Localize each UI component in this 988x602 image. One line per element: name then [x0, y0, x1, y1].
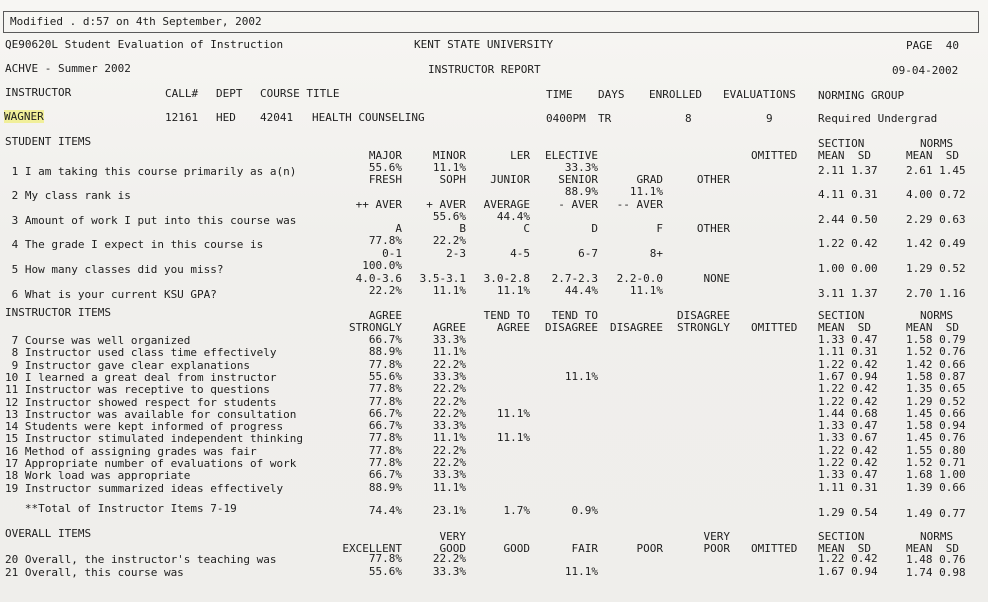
- question-text: 8 Instructor used class time effectively: [5, 346, 277, 360]
- scale-label: DISAGREE: [677, 309, 730, 322]
- response-percent: 66.7%: [368, 406, 402, 420]
- response-percent: 88.9%: [368, 480, 402, 494]
- norms-mean-sd: 1.52 0.71: [906, 456, 966, 469]
- norms-mean-sd: 1.35 0.65: [906, 382, 966, 396]
- overall-norms-mean-sd: MEAN SD: [906, 542, 959, 555]
- question-text: 12 Instructor showed respect for students: [5, 395, 277, 409]
- response-option-label: OTHER: [696, 222, 730, 235]
- response-percent: 77.8%: [368, 382, 402, 396]
- response-percent: 33.3%: [432, 333, 466, 346]
- question-text: 17 Appropriate number of evaluations of work: [5, 457, 297, 470]
- response-percent: 11.1%: [629, 185, 663, 198]
- col-norming-group: NORMING GROUP: [818, 89, 905, 102]
- response-option-label: ELECTIVE: [545, 149, 598, 162]
- question-text: 6 What is your current KSU GPA?: [5, 288, 217, 301]
- norms-mean-sd: 1.29 0.52: [906, 262, 966, 275]
- time: 0400PM: [546, 112, 586, 125]
- scale-label: TEND TO: [551, 309, 598, 322]
- response-percent: 11.1%: [629, 284, 663, 297]
- instructor-section-mean-sd: MEAN SD: [818, 321, 871, 334]
- question-text: 7 Course was well organized: [5, 334, 191, 347]
- modified-line: Modified . d:57 on 4th September, 2002: [10, 15, 262, 28]
- response-option-label: D: [591, 222, 598, 235]
- total-percent: 0.9%: [571, 504, 598, 517]
- response-option-label: 3.5-3.1: [419, 272, 466, 285]
- response-option-label: AVERAGE: [483, 198, 530, 211]
- dept: HED: [216, 111, 236, 124]
- instructor-norms-label: NORMS: [920, 309, 954, 322]
- response-option-label: SOPH: [439, 173, 466, 186]
- norms-mean-sd: 1.42 0.49: [906, 237, 966, 250]
- norms-mean-sd: 1.42 0.66: [906, 357, 966, 371]
- scale-label: AGREE: [368, 309, 402, 322]
- response-percent: 11.1%: [432, 345, 466, 359]
- response-percent: 77.8%: [368, 431, 402, 445]
- response-option-label: - AVER: [558, 198, 598, 211]
- student-section-label: SECTION: [818, 137, 865, 150]
- response-percent: 22.2%: [432, 357, 466, 371]
- section-mean-sd: 2.11 1.37: [818, 164, 878, 177]
- scale-label: GOOD: [439, 542, 466, 555]
- norms-mean-sd: 1.58 0.87: [906, 369, 966, 383]
- response-option-label: MINOR: [432, 149, 466, 162]
- response-option-label: FRESH: [368, 173, 402, 186]
- response-option-label: ++ AVER: [355, 198, 402, 211]
- scale-label: FAIR: [571, 542, 598, 555]
- instructor-items-heading: INSTRUCTOR ITEMS: [5, 306, 111, 319]
- norms-mean-sd: 1.48 0.76: [906, 553, 966, 566]
- norms-mean-sd: 1.45 0.76: [906, 431, 966, 445]
- response-option-label: 3.0-2.8: [483, 272, 530, 285]
- response-percent: 77.8%: [368, 456, 402, 469]
- question-text: 14 Students were kept informed of progress: [5, 420, 284, 434]
- col-enrolled: ENROLLED: [649, 88, 702, 101]
- question-text: 3 Amount of work I put into this course was: [5, 214, 297, 227]
- response-percent: 33.3%: [432, 468, 466, 482]
- section-mean-sd: 1.67 0.94: [818, 564, 878, 578]
- student-omitted-label: OMITTED: [751, 149, 798, 162]
- norms-mean-sd: 4.00 0.72: [906, 188, 966, 201]
- response-percent: 55.6%: [368, 369, 402, 383]
- question-text: 4 The grade I expect in this course is: [5, 238, 264, 251]
- section-mean-sd: 1.22 0.42: [818, 456, 878, 469]
- response-percent: 88.9%: [368, 345, 402, 359]
- response-percent: 66.7%: [368, 419, 402, 433]
- instructor-norms-mean-sd: MEAN SD: [906, 321, 959, 334]
- response-percent: 55.6%: [368, 161, 402, 174]
- scale-label: STRONGLY: [349, 321, 402, 334]
- response-option-label: F: [656, 222, 663, 235]
- response-percent: 44.4%: [496, 210, 530, 223]
- question-text: 15 Instructor stimulated independent thinking: [5, 432, 304, 446]
- response-percent: 22.2%: [432, 443, 466, 457]
- question-text: 10 I learned a great deal from instructor: [5, 370, 277, 384]
- col-days: DAYS: [598, 88, 625, 101]
- response-percent: 22.2%: [432, 394, 466, 408]
- student-norms-mean-sd: MEAN SD: [906, 149, 959, 162]
- overall-omitted-label: OMITTED: [751, 542, 798, 555]
- norms-mean-sd: 1.68 1.00: [906, 468, 966, 482]
- total-percent: 74.4%: [368, 504, 402, 517]
- response-percent: 22.2%: [432, 234, 466, 247]
- question-text: 2 My class rank is: [5, 189, 131, 202]
- overall-items-heading: OVERALL ITEMS: [5, 527, 92, 540]
- section-mean-sd: 1.11 0.31: [818, 480, 878, 494]
- response-percent: 22.2%: [432, 552, 466, 565]
- response-option-label: B: [459, 222, 466, 235]
- norms-mean-sd: 1.58 0.79: [906, 333, 966, 346]
- scale-label: GOOD: [503, 542, 530, 555]
- norms-mean-sd: 1.74 0.98: [906, 565, 966, 579]
- question-text: 11 Instructor was receptive to questions: [5, 383, 270, 397]
- scale-label: EXCELLENT: [342, 542, 402, 555]
- response-percent: 22.2%: [432, 456, 466, 469]
- scale-label: TEND TO: [483, 309, 530, 322]
- section-mean-sd: 1.33 0.67: [818, 431, 878, 445]
- response-percent: 77.8%: [368, 234, 402, 247]
- report-code: QE90620L Student Evaluation of Instruction: [5, 38, 284, 51]
- days: TR: [598, 112, 612, 125]
- total-percent: 1.7%: [503, 504, 530, 517]
- response-option-label: 2.2-0.0: [616, 272, 663, 285]
- response-percent: 11.1%: [432, 431, 466, 445]
- response-percent: 33.3%: [564, 161, 598, 174]
- response-option-label: OTHER: [696, 173, 730, 186]
- question-text: 9 Instructor gave clear explanations: [5, 358, 251, 372]
- response-option-label: NONE: [703, 272, 730, 285]
- response-option-label: 4-5: [510, 247, 530, 260]
- response-percent: 22.2%: [432, 406, 466, 420]
- response-percent: 66.7%: [368, 468, 402, 482]
- response-option-label: GRAD: [636, 173, 663, 186]
- scale-label: DISAGREE: [545, 321, 598, 334]
- norms-mean-sd: 2.29 0.63: [906, 213, 966, 226]
- response-option-label: A: [395, 222, 402, 235]
- instructor-name: WAGNER: [4, 110, 44, 123]
- section-mean-sd: 3.11 1.37: [818, 287, 878, 300]
- question-text: 20 Overall, the instructor's teaching was: [5, 553, 277, 566]
- section-mean-sd: 1.44 0.68: [818, 406, 878, 420]
- col-evaluations: EVALUATIONS: [723, 88, 796, 101]
- norms-mean-sd: 1.45 0.66: [906, 406, 966, 420]
- total-percent: 23.1%: [432, 504, 466, 517]
- norms-mean-sd: 2.70 1.16: [906, 287, 966, 300]
- response-option-label: 6-7: [578, 247, 598, 260]
- response-percent: 11.1%: [432, 161, 466, 174]
- section-mean-sd: 1.22 0.42: [818, 237, 878, 250]
- term: ACHVE - Summer 2002: [5, 62, 131, 75]
- response-percent: 11.1%: [564, 369, 598, 383]
- col-call: CALL#: [165, 87, 199, 100]
- evaluations: 9: [766, 112, 773, 125]
- student-items-heading: STUDENT ITEMS: [5, 135, 92, 148]
- response-percent: 11.1%: [496, 406, 530, 420]
- response-option-label: LER: [510, 149, 530, 162]
- response-percent: 77.8%: [368, 552, 402, 565]
- response-option-label: MAJOR: [368, 149, 402, 162]
- col-course-title: COURSE TITLE: [260, 87, 340, 100]
- page-number: PAGE 40: [906, 39, 959, 52]
- scale-label: POOR: [636, 542, 663, 555]
- response-percent: 66.7%: [368, 333, 402, 346]
- scale-label: DISAGREE: [610, 321, 663, 334]
- response-percent: 11.1%: [496, 431, 530, 445]
- call-number: 12161: [165, 111, 199, 124]
- section-mean-sd: 1.00 0.00: [818, 262, 878, 275]
- question-text: 18 Work load was appropriate: [5, 469, 191, 483]
- response-percent: 77.8%: [368, 394, 402, 408]
- response-option-label: + AVER: [426, 198, 466, 211]
- col-instructor: INSTRUCTOR: [5, 86, 72, 99]
- response-percent: 33.3%: [432, 419, 466, 433]
- question-text: 19 Instructor summarized ideas effectively: [5, 481, 284, 495]
- scale-label: AGREE: [432, 321, 466, 334]
- total-norms-mean-sd: 1.49 0.77: [906, 507, 966, 520]
- response-percent: 33.3%: [432, 564, 466, 578]
- response-percent: 77.8%: [368, 357, 402, 371]
- course-number: 42041: [260, 111, 294, 124]
- section-mean-sd: 1.67 0.94: [818, 369, 878, 383]
- report-type: INSTRUCTOR REPORT: [428, 63, 541, 76]
- scale-label: STRONGLY: [677, 321, 730, 334]
- total-question-text: **Total of Instructor Items 7-19: [5, 502, 237, 515]
- response-option-label: SENIOR: [558, 173, 598, 186]
- scale-label: POOR: [703, 542, 730, 555]
- section-mean-sd: 1.22 0.42: [818, 394, 878, 408]
- total-section-mean-sd: 1.29 0.54: [818, 506, 878, 519]
- norms-mean-sd: 2.61 1.45: [906, 164, 966, 177]
- response-percent: 11.1%: [432, 480, 466, 494]
- scale-label: AGREE: [496, 321, 530, 334]
- student-section-mean-sd: MEAN SD: [818, 149, 871, 162]
- col-time: TIME: [546, 88, 573, 101]
- section-mean-sd: 1.33 0.47: [818, 333, 878, 346]
- section-mean-sd: 1.33 0.47: [818, 419, 878, 433]
- section-mean-sd: 4.11 0.31: [818, 188, 878, 201]
- question-text: 16 Method of assigning grades was fair: [5, 444, 257, 458]
- response-option-label: C: [523, 222, 530, 235]
- overall-norms-label: NORMS: [920, 530, 954, 543]
- enrolled: 8: [685, 112, 692, 125]
- response-percent: 55.6%: [432, 210, 466, 223]
- question-text: 21 Overall, this course was: [5, 565, 184, 579]
- section-mean-sd: 2.44 0.50: [818, 213, 878, 226]
- response-percent: 22.2%: [432, 382, 466, 396]
- response-option-label: 0-1: [382, 247, 402, 260]
- report-date: 09-04-2002: [892, 64, 959, 77]
- response-option-label: JUNIOR: [490, 173, 530, 186]
- section-mean-sd: 1.33 0.47: [818, 468, 878, 482]
- norming-group: Required Undergrad: [818, 112, 938, 125]
- course-title: HEALTH COUNSELING: [312, 111, 425, 124]
- response-option-label: 2.7-2.3: [551, 272, 598, 285]
- col-dept: DEPT: [216, 87, 243, 100]
- response-percent: 55.6%: [368, 564, 402, 578]
- section-mean-sd: 1.22 0.42: [818, 552, 878, 565]
- section-mean-sd: 1.11 0.31: [818, 345, 878, 359]
- question-text: 5 How many classes did you miss?: [5, 263, 224, 276]
- response-option-label: -- AVER: [616, 198, 663, 211]
- response-option-label: 4.0-3.6: [355, 272, 402, 285]
- response-option-label: 8+: [649, 247, 663, 260]
- response-percent: 100.0%: [362, 259, 402, 272]
- section-mean-sd: 1.22 0.42: [818, 443, 878, 457]
- scale-label: VERY: [703, 530, 730, 543]
- response-percent: 77.8%: [368, 443, 402, 457]
- section-mean-sd: 1.22 0.42: [818, 382, 878, 396]
- response-percent: 33.3%: [432, 369, 466, 383]
- instructor-section-label: SECTION: [818, 309, 865, 322]
- instructor-omitted-label: OMITTED: [751, 321, 798, 334]
- response-percent: 11.1%: [432, 284, 466, 297]
- norms-mean-sd: 1.29 0.52: [906, 394, 966, 408]
- norms-mean-sd: 1.55 0.80: [906, 443, 966, 457]
- overall-section-label: SECTION: [818, 530, 865, 543]
- student-norms-label: NORMS: [920, 137, 954, 150]
- response-percent: 22.2%: [368, 284, 402, 297]
- response-percent: 44.4%: [564, 284, 598, 297]
- norms-mean-sd: 1.52 0.76: [906, 345, 966, 359]
- norms-mean-sd: 1.39 0.66: [906, 480, 966, 494]
- question-text: 1 I am taking this course primarily as a(n): [5, 165, 297, 178]
- university-name: KENT STATE UNIVERSITY: [414, 38, 554, 51]
- response-option-label: 2-3: [446, 247, 466, 260]
- section-mean-sd: 1.22 0.42: [818, 357, 878, 371]
- norms-mean-sd: 1.58 0.94: [906, 419, 966, 433]
- response-percent: 11.1%: [496, 284, 530, 297]
- scale-label: VERY: [439, 530, 466, 543]
- response-percent: 11.1%: [564, 564, 598, 578]
- overall-section-mean-sd: MEAN SD: [818, 542, 871, 555]
- question-text: 13 Instructor was available for consultation: [5, 407, 297, 421]
- response-percent: 88.9%: [564, 185, 598, 198]
